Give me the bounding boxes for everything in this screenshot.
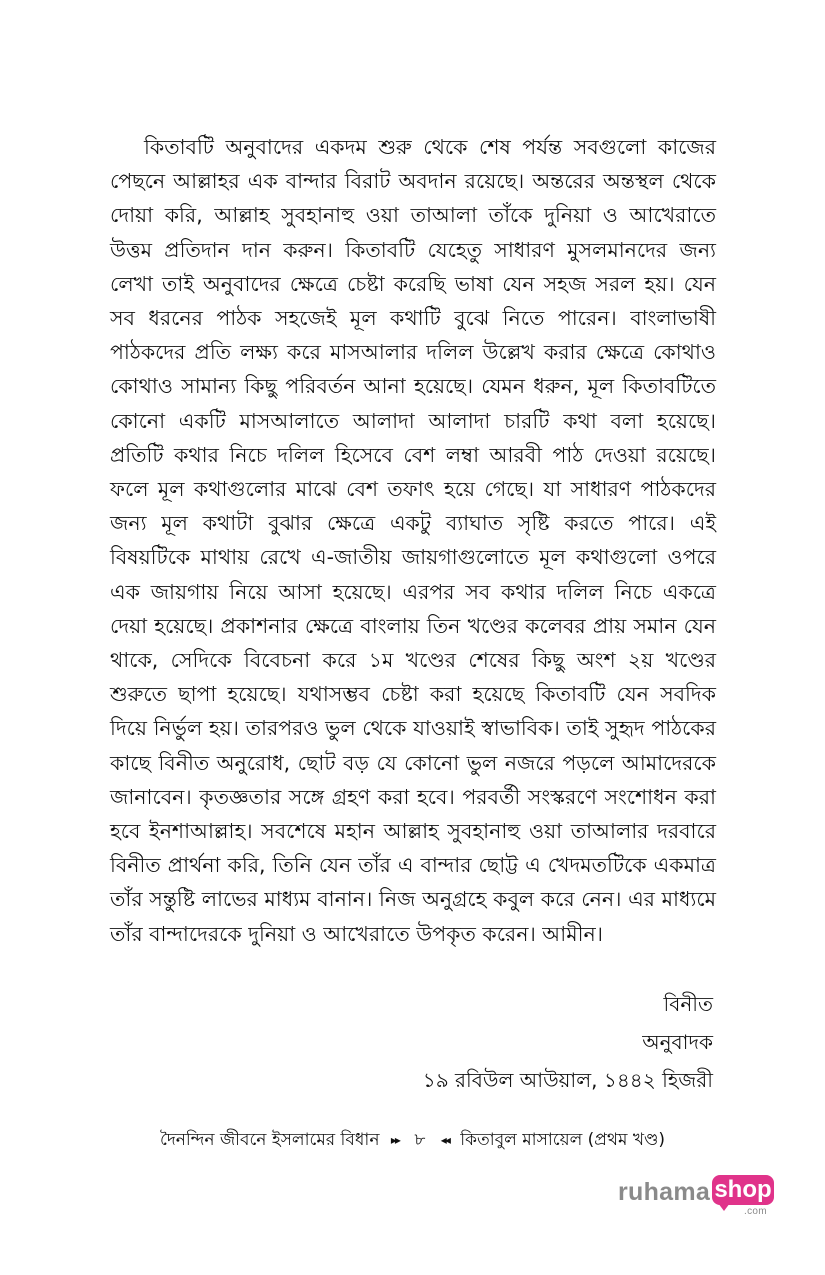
signature-role: অনুবাদক bbox=[642, 1030, 713, 1054]
signature-closing: বিনীত bbox=[663, 992, 713, 1016]
signature-block bbox=[423, 985, 713, 1099]
footer-arrow-left-icon: ◂◂ bbox=[440, 1133, 449, 1147]
logo-brand-text: ruhama bbox=[618, 1178, 711, 1206]
logo-badge-tail-icon bbox=[718, 1203, 730, 1211]
signature-date: ১৯ রবিউল আউয়াল, ১৪৪২ হিজরী bbox=[422, 1068, 713, 1092]
footer-subtitle: কিতাবুল মাসায়েল (প্রথম খণ্ড) bbox=[460, 1130, 666, 1150]
body-paragraph: কিতাবটি অনুবাদের একদম শুরু থেকে শেষ পর্যন্ত সবগুলো কাজের পেছনে আল্লাহর এক বান্দার বিরাট অবদান রয়েছে। অন্তরের অন্তস্থল থেকে দোয়া করি, আল্লাহ সুবহানাহু ওয়া তাআলা তাঁকে দুনিয়া ও আখেরাতে উত্তম প্রতিদান দান করুন। কিতাবটি যেহেতু সাধারণ মুসলমানদের জন্য লেখা তাই অনুবাদের ক্ষেত্রে চেষ্টা করেছি ভাষা যেন সহজ সরল হয়। যেন সব ধরনের পাঠক সহজেই মূল কথাটি বুঝে নিতে পারেন। বাংলাভাষী পাঠকদের প্রতি লক্ষ্য করে মাসআলার দলিল উল্লেখ করার ক্ষেত্রে কোথাও কোথাও সামান্য কিছু পরিবর্তন আনা হয়েছে। যেমন ধরুন, মূল কিতাবটিতে কোনো একটি মাসআলাতে আলাদা আলাদা চারটি কথা বলা হয়েছে। প্রতিটি কথার নিচে দলিল হিসেবে বেশ লম্বা আরবী পাঠ দেওয়া রয়েছে। ফলে মূল কথাগুলোর মাঝে বেশ তফাৎ হয়ে গেছে। যা সাধারণ পাঠকদের জন্য মূল কথাটা বুঝার ক্ষেত্রে একটু ব্যাঘাত সৃষ্টি করতে পারে। এই বিষয়টিকে মাথায় রেখে এ-জাতীয় জায়গাগুলোতে মূল কথাগুলো ওপরে এক জায়গায় নিয়ে আসা হয়েছে। এরপর সব কথার দলিল নিচে একত্রে দেয়া হয়েছে। প্রকাশনার ক্ষেত্রে বাংলায় তিন খণ্ডের কলেবর প্রায় সমান যেন থাকে, সেদিকে বিবেচনা করে ১ম খণ্ডের শেষের কিছু অংশ ২য় খণ্ডের শুরুতে ছাপা হয়েছে। যথাসম্ভব চেষ্টা করা হয়েছে কিতাবটি যেন সবদিক দিয়ে নির্ভুল হয়। তারপরও ভুল থেকে যাওয়াই স্বাভাবিক। তাই সুহৃদ পাঠকের কাছে বিনীত অনুরোধ, ছোট বড় যে কোনো ভুল নজরে পড়লে আমাদেরকে জানাবেন। কৃতজ্ঞতার সঙ্গে গ্রহণ করা হবে। পরবর্তী সংস্করণে সংশোধন করা হবে ইনশাআল্লাহ। সবশেষে মহান আল্লাহ সুবহানাহু ওয়া তাআলার দরবারে বিনীত প্রার্থনা করি, তিনি যেন তাঁর এ বান্দার ছোট্ট এ খেদমতটিকে একমাত্র তাঁর সন্তুষ্টি লাভের মাধ্যম বানান। নিজ অনুগ্রহে কবুল করে নেন। এর মাধ্যমে তাঁর বান্দাদেরকে দুনিয়া ও আখেরাতে উপকৃত করেন। আমীন। bbox=[110, 135, 716, 946]
footer-book-title: দৈনন্দিন জীবনে ইসলামের বিধান bbox=[159, 1130, 380, 1150]
ruhamashop-logo bbox=[618, 1175, 778, 1219]
footer-page-number: ৮ bbox=[414, 1130, 426, 1150]
page-footer bbox=[0, 1127, 825, 1155]
logo-shop-badge: shop bbox=[712, 1175, 774, 1205]
footer-arrow-right-icon: ▸▸ bbox=[390, 1133, 399, 1147]
logo-domain-text: .com bbox=[744, 1206, 767, 1217]
